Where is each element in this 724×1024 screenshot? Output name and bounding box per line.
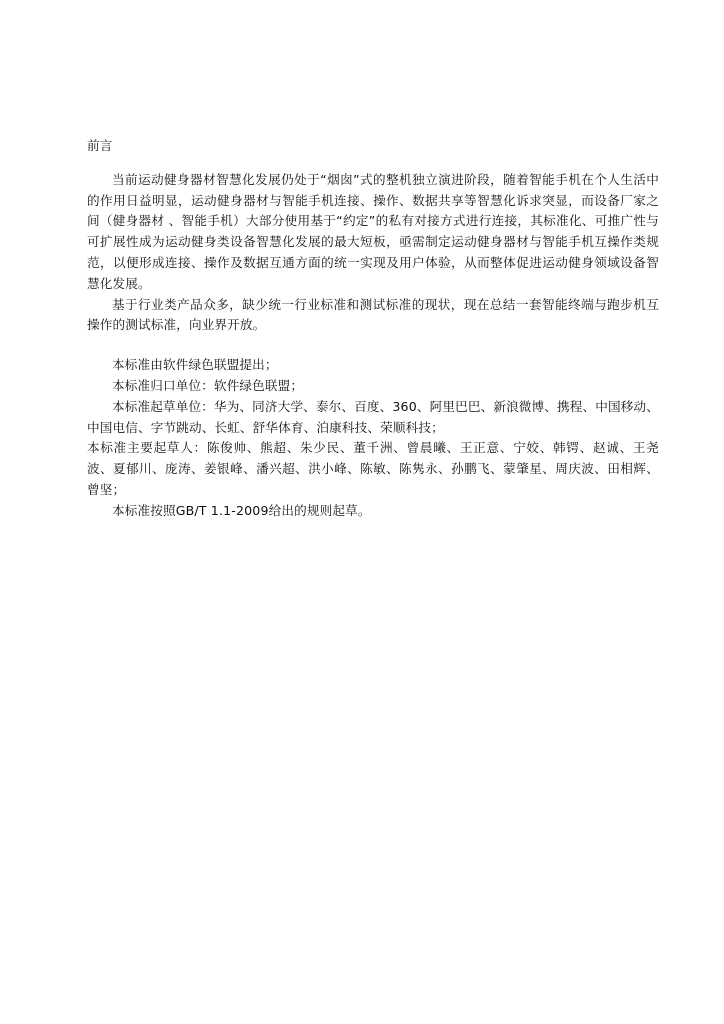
spacer [87,157,659,170]
spacer [87,336,659,355]
rules-statement: 本标准按照GB/T 1.1-2009给出的规则起草。 [112,502,371,518]
owner-statement: 本标准归口单位：软件绿色联盟； [112,377,304,393]
foreword-section [87,136,659,522]
drafting-units-statement: 本标准起草单位：华为、同济大学、泰尔、百度、360、阿里巴巴、新浪微博、携程、中国移动、中国电信、字节跳动、长虹、舒华体育、泊康科技、荣顺科技； [87,398,659,435]
proposer-statement: 本标准由软件绿色联盟提出； [112,357,278,373]
drafters-statement: 本标准主要起草人：陈俊帅、熊超、朱少民、董千洲、曾晨曦、王正意、宁姣、韩锷、赵诚、王尧波、夏郁川、庞涛、姜银峰、潘兴超、洪小峰、陈敏、陈隽永、孙鹏飞、蒙肇星、周庆波、田相辉、曾坚； [87,440,659,497]
intro-paragraph: 当前运动健身器材智慧化发展仍处于“烟囱”式的整机独立演进阶段，随着智能手机在个人生活中的作用日益明显，运动健身器材与智能手机连接、操作、数据共享等智慧化诉求突显，而设备厂家之间（健身器材 、智能手机）大部分使用基于“约定”的私有对接方式进行连接，其标准化、可推广性与可扩展性成为运动健身类设备智慧化发展的最大短板，亟需制定运动健身器材与智能手机互操作类规范，以便形成连接、操作及数据互通方面的统一实现及用户体验，从而整体促进运动健身领域设备智慧化发展。 [87,171,659,291]
foreword-heading: 前言 [87,138,113,153]
intro-paragraph: 基于行业类产品众多，缺少统一行业标准和测试标准的现状，现在总结一套智能终端与跑步机互操作的测试标准，向业界开放。 [87,296,659,333]
